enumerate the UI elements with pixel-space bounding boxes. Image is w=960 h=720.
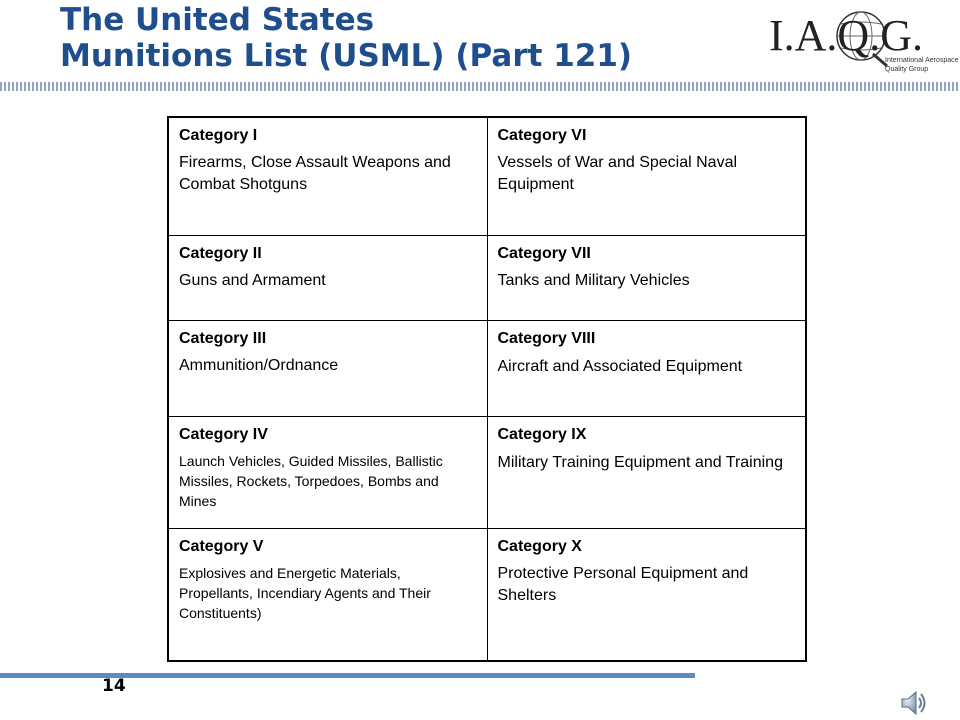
slide-title xyxy=(60,2,632,74)
speaker-icon[interactable] xyxy=(898,688,928,718)
category-description: Guns and Armament xyxy=(179,271,326,289)
table-row xyxy=(168,416,806,528)
table-row xyxy=(168,117,806,235)
category-name: Category IX xyxy=(497,425,587,443)
table-row xyxy=(168,528,806,661)
table-cell xyxy=(487,320,806,416)
page-number: 14 xyxy=(102,676,126,696)
table-cell xyxy=(168,117,487,235)
header-divider xyxy=(0,82,960,91)
iaqg-logo xyxy=(765,2,960,77)
table-cell xyxy=(487,117,806,235)
category-description: Protective Personal Equipment and Shelters xyxy=(497,564,749,604)
table-cell xyxy=(168,528,487,661)
table-cell xyxy=(168,320,487,416)
category-description: Ammunition/Ordnance xyxy=(179,356,339,374)
table-cell xyxy=(487,528,806,661)
category-name: Category I xyxy=(179,127,258,144)
title-line-2: Munitions List (USML) (Part 121) xyxy=(60,38,633,74)
table-cell xyxy=(487,235,806,320)
category-description: Military Training Equipment and Training xyxy=(497,453,783,471)
category-name: Category IV xyxy=(179,425,268,443)
category-name: Category III xyxy=(179,329,267,347)
category-description: Tanks and Military Vehicles xyxy=(497,271,690,289)
category-name: Category II xyxy=(179,244,262,262)
table-cell xyxy=(487,416,806,528)
category-name: Category VIII xyxy=(497,329,596,347)
table-row xyxy=(168,320,806,416)
table-cell xyxy=(168,416,487,528)
logo-text: I.A.Q.G. xyxy=(769,11,923,60)
table-cell xyxy=(168,235,487,320)
category-description: Aircraft and Associated Equipment xyxy=(497,357,743,375)
category-description: Explosives and Energetic Materials, Propellants, Incendiary Agents and Their Constituents) xyxy=(179,564,431,621)
category-description: Launch Vehicles, Guided Missiles, Ballistic Missiles, Rockets, Torpedoes, Bombs and Mines xyxy=(179,452,443,509)
category-name: Category VII xyxy=(497,244,591,262)
title-line-1: The United States xyxy=(60,2,375,38)
table-row xyxy=(168,235,806,320)
category-description: Vessels of War and Special Naval Equipment xyxy=(497,154,738,193)
category-name: Category VI xyxy=(497,127,587,144)
logo-subtitle-2: Quality Group xyxy=(885,66,929,73)
usml-categories-table xyxy=(167,116,807,662)
category-description: Firearms, Close Assault Weapons and Combat Shotguns xyxy=(179,154,451,193)
category-name: Category V xyxy=(179,537,264,555)
logo-subtitle-1: International Aerospace xyxy=(885,57,959,64)
category-name: Category X xyxy=(497,537,582,555)
